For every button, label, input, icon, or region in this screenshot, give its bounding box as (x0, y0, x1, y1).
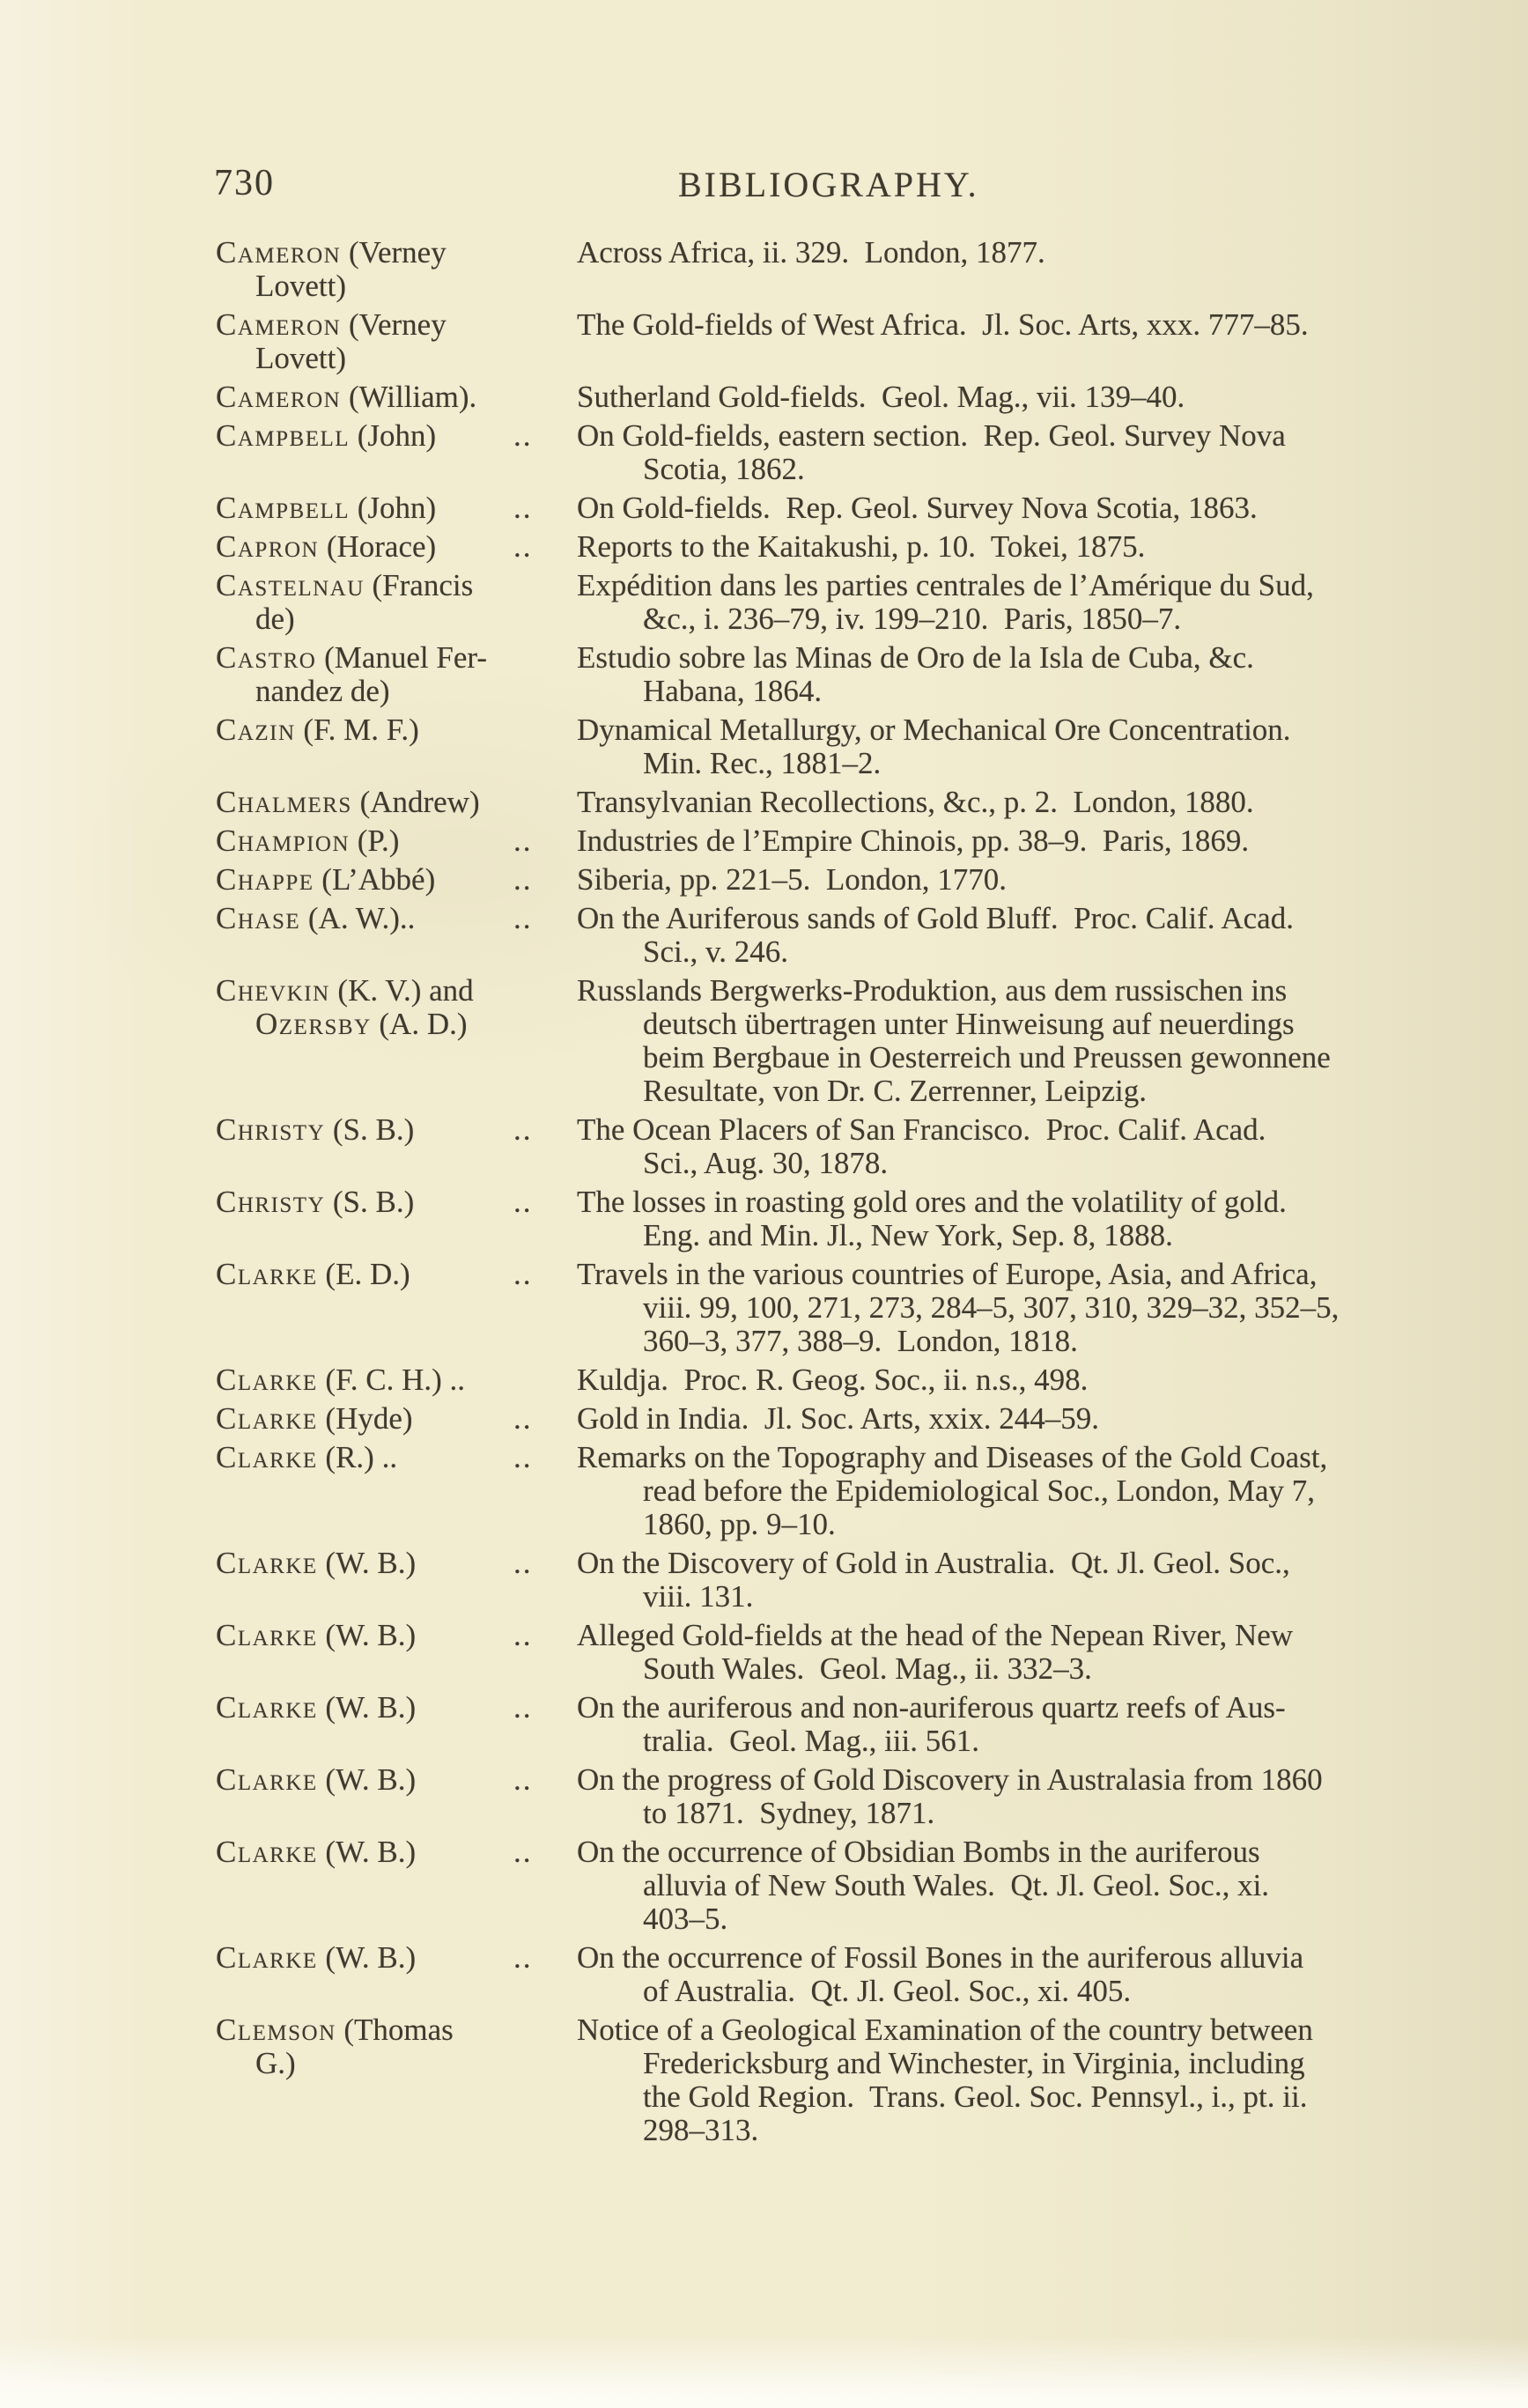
author-forename: (S. B.) (325, 1185, 415, 1219)
author-surname: Christy (216, 1185, 326, 1219)
author-surname: Chappe (216, 862, 314, 897)
leader-dots: .. (513, 901, 533, 935)
leader-dots: .. (513, 862, 533, 897)
author-surname: Clarke (216, 1363, 318, 1397)
author-surname: Cameron (216, 235, 342, 270)
author-surname: Champion (216, 824, 351, 858)
author-surname: Castelnau (216, 568, 365, 602)
entry-reference-line: Dynamical Metallurgy, or Mechanical Ore Concentration. (577, 713, 1291, 747)
entry-reference-line: On Gold-fields. Rep. Geol. Survey Nova Scotia, 1863. (577, 491, 1258, 525)
entry-reference (577, 1547, 1400, 1614)
entry-reference (577, 786, 1400, 819)
entry-reference-line: Remarks on the Topography and Diseases of the Gold Coast, (577, 1440, 1328, 1474)
entry-author-line (216, 1941, 577, 1975)
leader-dots: .. (513, 1835, 533, 1869)
entry-reference-line: Sci., Aug. 30, 1878. (643, 1146, 889, 1180)
author-surname: Christy (216, 1112, 326, 1147)
entry-author-line (216, 491, 577, 525)
entry-author-line (216, 1363, 577, 1397)
entry-reference (577, 1619, 1400, 1686)
entry-reference-line: deutsch übertragen unter Hinweisung auf neuerdings (643, 1007, 1295, 1041)
author-forename: (P.) (350, 824, 400, 858)
entry-reference (577, 530, 1400, 564)
bibliography-entry (216, 530, 1400, 564)
entry-author (216, 863, 577, 897)
entry-reference-line: Transylvanian Recollections, &c., p. 2. London, 1880. (577, 785, 1254, 819)
leader-dots: .. (513, 1440, 533, 1474)
author-forename: (E. D.) (317, 1257, 410, 1291)
entry-reference-line: 403–5. (643, 1902, 728, 1936)
entry-author-line (216, 308, 577, 342)
entry-reference (577, 419, 1400, 486)
author-surname: Chalmers (216, 785, 352, 819)
author-forename: (Horace) (319, 529, 437, 564)
entry-author (216, 1258, 577, 1291)
bibliography-entry (216, 1691, 1400, 1758)
entry-reference-line: Min. Rec., 1881–2. (643, 746, 882, 780)
entry-author-line (216, 2013, 577, 2047)
entry-reference (577, 1941, 1400, 2008)
entry-author (216, 713, 577, 747)
bibliography-entry (216, 1619, 1400, 1686)
entry-author-line (216, 1008, 577, 1041)
entry-reference-line: &c., i. 236–79, iv. 199–210. Paris, 1850–7. (643, 602, 1182, 636)
entry-author-line (216, 569, 577, 602)
entry-reference-line: On the auriferous and non-auriferous quartz reefs of Aus- (577, 1690, 1286, 1725)
author-forename: Lovett) (255, 341, 347, 375)
leader-dots: .. (513, 1401, 533, 1436)
bibliography-list (216, 236, 1400, 2153)
author-surname: Capron (216, 529, 320, 564)
entry-author-line (216, 1113, 577, 1147)
entry-reference-line: Across Africa, ii. 329. London, 1877. (577, 235, 1045, 270)
entry-reference-line: Resultate, von Dr. C. Zerrenner, Leipzig. (643, 1074, 1148, 1108)
bibliography-entry (216, 569, 1400, 636)
entry-author (216, 236, 577, 303)
entry-reference (577, 902, 1400, 969)
bibliography-entry (216, 641, 1400, 708)
entry-reference-line: viii. 99, 100, 271, 273, 284–5, 307, 310, 329–32, 352–5, (643, 1290, 1340, 1325)
entry-reference-line: Habana, 1864. (643, 674, 823, 708)
author-forename: (John) (350, 418, 437, 453)
entry-reference-line: Expédition dans les parties centrales de l’Amérique du Sud, (577, 568, 1314, 602)
author-forename: (A. W.).. (300, 901, 416, 935)
bibliography-entry (216, 419, 1400, 486)
author-forename: (A. D.) (371, 1007, 468, 1041)
author-forename: (Manuel Fer- (316, 640, 487, 675)
entry-reference (577, 491, 1400, 525)
entry-author-line (216, 675, 577, 708)
author-forename: (Verney (341, 307, 447, 342)
entry-reference (577, 974, 1400, 1108)
entry-reference-line: The Gold-fields of West Africa. Jl. Soc. Arts, xxx. 777–85. (577, 307, 1309, 342)
entry-author-line (216, 342, 577, 375)
entry-reference-line: Sutherland Gold-fields. Geol. Mag., vii. 139–40. (577, 380, 1185, 414)
leader-dots: .. (513, 1618, 533, 1652)
entry-reference-line: Scotia, 1862. (643, 452, 805, 486)
entry-reference (577, 1763, 1400, 1830)
author-forename: de) (255, 602, 295, 636)
author-forename: nandez de) (255, 674, 390, 708)
entry-reference-line: Fredericksburg and Winchester, in Virginia, including (643, 2046, 1305, 2080)
bibliography-entry (216, 1363, 1400, 1397)
entry-author (216, 824, 577, 858)
entry-author (216, 308, 577, 375)
bibliography-entry (216, 1441, 1400, 1541)
bibliography-entry (216, 902, 1400, 969)
entry-author-line (216, 270, 577, 303)
entry-author (216, 1547, 577, 1580)
entry-author (216, 786, 577, 819)
author-forename: (W. B.) (317, 1690, 417, 1725)
entry-reference-line: Industries de l’Empire Chinois, pp. 38–9. Paris, 1869. (577, 824, 1250, 858)
entry-reference (577, 1836, 1400, 1936)
entry-reference-line: the Gold Region. Trans. Geol. Soc. Pennsyl., i., pt. ii. (643, 2079, 1308, 2114)
leader-dots: .. (513, 1546, 533, 1580)
author-surname: Clarke (216, 1257, 318, 1291)
leader-dots: .. (513, 1185, 533, 1219)
entry-author-line (216, 824, 577, 858)
entry-author-line (216, 863, 577, 897)
entry-author-line (216, 1763, 577, 1797)
entry-author (216, 1363, 577, 1397)
entry-author (216, 1619, 577, 1652)
entry-reference-line: viii. 131. (643, 1579, 754, 1614)
leader-dots: .. (513, 824, 533, 858)
entry-reference-line: South Wales. Geol. Mag., ii. 332–3. (643, 1651, 1092, 1686)
entry-author (216, 1691, 577, 1725)
entry-reference-line: 298–313. (643, 2113, 759, 2147)
author-forename: (W. B.) (317, 1762, 417, 1797)
author-forename: (S. B.) (325, 1112, 415, 1147)
entry-author (216, 530, 577, 564)
author-surname: Clarke (216, 1940, 318, 1975)
entry-reference-line: The Ocean Placers of San Francisco. Proc. Calif. Acad. (577, 1112, 1266, 1147)
entry-author-line (216, 1836, 577, 1869)
author-forename: G.) (255, 2046, 296, 2080)
author-surname: Clarke (216, 1401, 318, 1436)
entry-author-line (216, 530, 577, 564)
author-forename: (Hyde) (317, 1401, 413, 1436)
author-forename: (Thomas (336, 2013, 454, 2047)
author-forename: (William). (341, 380, 477, 414)
page-number: 730 (214, 163, 275, 203)
entry-reference (577, 863, 1400, 897)
entry-author (216, 1941, 577, 1975)
entry-author-line (216, 1691, 577, 1725)
author-forename: (Verney (341, 235, 447, 270)
entry-reference (577, 569, 1400, 636)
bibliography-entry (216, 863, 1400, 897)
entry-reference-line: Siberia, pp. 221–5. London, 1770. (577, 862, 1008, 897)
entry-author (216, 641, 577, 708)
entry-author (216, 1836, 577, 1869)
entry-reference-line: Gold in India. Jl. Soc. Arts, xxix. 244–59. (577, 1401, 1100, 1436)
author-surname: Chevkin (216, 973, 330, 1008)
entry-author-line (216, 419, 577, 453)
entry-reference-line: On Gold-fields, eastern section. Rep. Geol. Survey Nova (577, 418, 1286, 453)
entry-author (216, 1113, 577, 1147)
bibliography-entry (216, 1547, 1400, 1614)
entry-author-line (216, 713, 577, 747)
author-forename: (K. V.) and (329, 973, 474, 1008)
entry-author-line (216, 1258, 577, 1291)
entry-reference-line: On the occurrence of Fossil Bones in the auriferous alluvia (577, 1940, 1304, 1975)
bibliography-entry (216, 786, 1400, 819)
leader-dots: .. (513, 491, 533, 525)
entry-author-line (216, 1402, 577, 1436)
entry-reference-line: read before the Epidemiological Soc., London, May 7, (643, 1474, 1315, 1508)
bibliography-entry (216, 824, 1400, 858)
entry-reference (577, 713, 1400, 780)
bibliography-entry (216, 1186, 1400, 1252)
author-surname: Cameron (216, 307, 342, 342)
bibliography-entry (216, 380, 1400, 414)
entry-reference-line: Estudio sobre las Minas de Oro de la Isla de Cuba, &c. (577, 640, 1254, 675)
author-forename: (John) (350, 491, 437, 525)
leader-dots: .. (513, 418, 533, 453)
entry-reference-line: Alleged Gold-fields at the head of the Nepean River, New (577, 1618, 1294, 1652)
entry-author (216, 1441, 577, 1474)
bibliography-entry (216, 1941, 1400, 2008)
entry-reference (577, 1441, 1400, 1541)
author-surname: Castro (216, 640, 317, 675)
entry-reference (577, 1363, 1400, 1397)
author-forename: (F. C. H.) .. (317, 1363, 466, 1397)
entry-reference-line: On the Discovery of Gold in Australia. Qt. Jl. Geol. Soc., (577, 1546, 1290, 1580)
entry-author (216, 1402, 577, 1436)
author-surname: Campbell (216, 491, 351, 525)
entry-author-line (216, 602, 577, 636)
leader-dots: .. (513, 1762, 533, 1797)
entry-reference (577, 236, 1400, 270)
author-surname: Cameron (216, 380, 342, 414)
entry-reference (577, 1402, 1400, 1436)
entry-reference-line: Kuldja. Proc. R. Geog. Soc., ii. n.s., 498. (577, 1363, 1089, 1397)
entry-reference-line: alluvia of New South Wales. Qt. Jl. Geol. Soc., xi. (643, 1868, 1270, 1902)
bibliography-entry (216, 974, 1400, 1108)
entry-reference-line: Reports to the Kaitakushi, p. 10. Tokei, 1875. (577, 529, 1146, 564)
author-surname: Ozersby (255, 1007, 372, 1041)
entry-reference-line: Russlands Bergwerks-Produktion, aus dem russischen ins (577, 973, 1288, 1008)
entry-author (216, 1186, 577, 1219)
entry-reference-line: Eng. and Min. Jl., New York, Sep. 8, 1888. (643, 1218, 1173, 1252)
entry-author (216, 569, 577, 636)
entry-author-line (216, 2047, 577, 2080)
entry-reference (577, 824, 1400, 858)
entry-reference-line: to 1871. Sydney, 1871. (643, 1796, 935, 1830)
entry-reference-line: On the Auriferous sands of Gold Bluff. Proc. Calif. Acad. (577, 901, 1294, 935)
entry-author-line (216, 974, 577, 1008)
entry-reference-line: On the progress of Gold Discovery in Australasia from 1860 (577, 1762, 1323, 1797)
author-surname: Cazin (216, 713, 296, 747)
author-forename: (W. B.) (317, 1940, 417, 1975)
entry-author (216, 419, 577, 453)
author-forename: (W. B.) (317, 1618, 417, 1652)
entry-reference-line: On the occurrence of Obsidian Bombs in the auriferous (577, 1835, 1260, 1869)
author-surname: Clemson (216, 2013, 336, 2047)
author-forename: (Francis (364, 568, 474, 602)
bibliography-entry (216, 1763, 1400, 1830)
page-title: BIBLIOGRAPHY. (678, 165, 979, 204)
author-forename: (L’Abbé) (314, 862, 436, 897)
entry-author (216, 491, 577, 525)
bibliography-entry (216, 308, 1400, 375)
entry-reference-line: Sci., v. 246. (643, 934, 788, 969)
entry-reference-line: 360–3, 377, 388–9. London, 1818. (643, 1324, 1078, 1358)
entry-reference (577, 1691, 1400, 1758)
author-forename: (W. B.) (317, 1835, 417, 1869)
entry-reference (577, 380, 1400, 414)
entry-author (216, 974, 577, 1041)
entry-author-line (216, 1186, 577, 1219)
entry-reference (577, 1258, 1400, 1358)
entry-author-line (216, 1441, 577, 1474)
bibliography-entry (216, 1258, 1400, 1358)
leader-dots: .. (513, 1690, 533, 1725)
author-surname: Chase (216, 901, 301, 935)
entry-author-line (216, 1547, 577, 1580)
bibliography-entry (216, 236, 1400, 303)
entry-reference-line: Travels in the various countries of Europe, Asia, and Africa, (577, 1257, 1318, 1291)
bibliography-entry (216, 491, 1400, 525)
entry-reference (577, 2013, 1400, 2147)
entry-author (216, 902, 577, 935)
author-forename: (W. B.) (317, 1546, 417, 1580)
bibliography-entry (216, 2013, 1400, 2147)
author-forename: (Andrew) (351, 785, 480, 819)
author-surname: Clarke (216, 1618, 318, 1652)
bibliography-entry (216, 1113, 1400, 1180)
entry-reference-line: tralia. Geol. Mag., iii. 561. (643, 1724, 980, 1758)
entry-author (216, 2013, 577, 2080)
leader-dots: .. (513, 1112, 533, 1147)
entry-author-line (216, 236, 577, 270)
entry-author-line (216, 641, 577, 675)
author-forename: (R.) .. (317, 1440, 398, 1474)
author-surname: Clarke (216, 1546, 318, 1580)
leader-dots: .. (513, 1940, 533, 1975)
entry-reference (577, 1113, 1400, 1180)
author-surname: Clarke (216, 1440, 318, 1474)
entry-reference (577, 1186, 1400, 1252)
entry-reference (577, 308, 1400, 342)
entry-author-line (216, 380, 577, 414)
bibliography-entry (216, 713, 1400, 780)
entry-reference-line: The losses in roasting gold ores and the volatility of gold. (577, 1185, 1287, 1219)
author-forename: Lovett) (255, 269, 347, 303)
entry-reference-line: 1860, pp. 9–10. (643, 1507, 836, 1541)
entry-author (216, 380, 577, 414)
bibliography-entry (216, 1402, 1400, 1436)
entry-author-line (216, 902, 577, 935)
entry-reference (577, 641, 1400, 708)
entry-author-line (216, 1619, 577, 1652)
entry-reference-line: beim Bergbaue in Oesterreich und Preussen gewonnene (643, 1040, 1331, 1075)
author-surname: Campbell (216, 418, 351, 453)
entry-reference-line: of Australia. Qt. Jl. Geol. Soc., xi. 405. (643, 1974, 1132, 2008)
author-surname: Clarke (216, 1690, 318, 1725)
leader-dots: .. (513, 1257, 533, 1291)
leader-dots: .. (513, 529, 533, 564)
bibliography-entry (216, 1836, 1400, 1936)
author-surname: Clarke (216, 1762, 318, 1797)
author-surname: Clarke (216, 1835, 318, 1869)
author-forename: (F. M. F.) (295, 713, 419, 747)
entry-author (216, 1763, 577, 1797)
entry-author-line (216, 786, 577, 819)
entry-reference-line: Notice of a Geological Examination of the country between (577, 2013, 1313, 2047)
